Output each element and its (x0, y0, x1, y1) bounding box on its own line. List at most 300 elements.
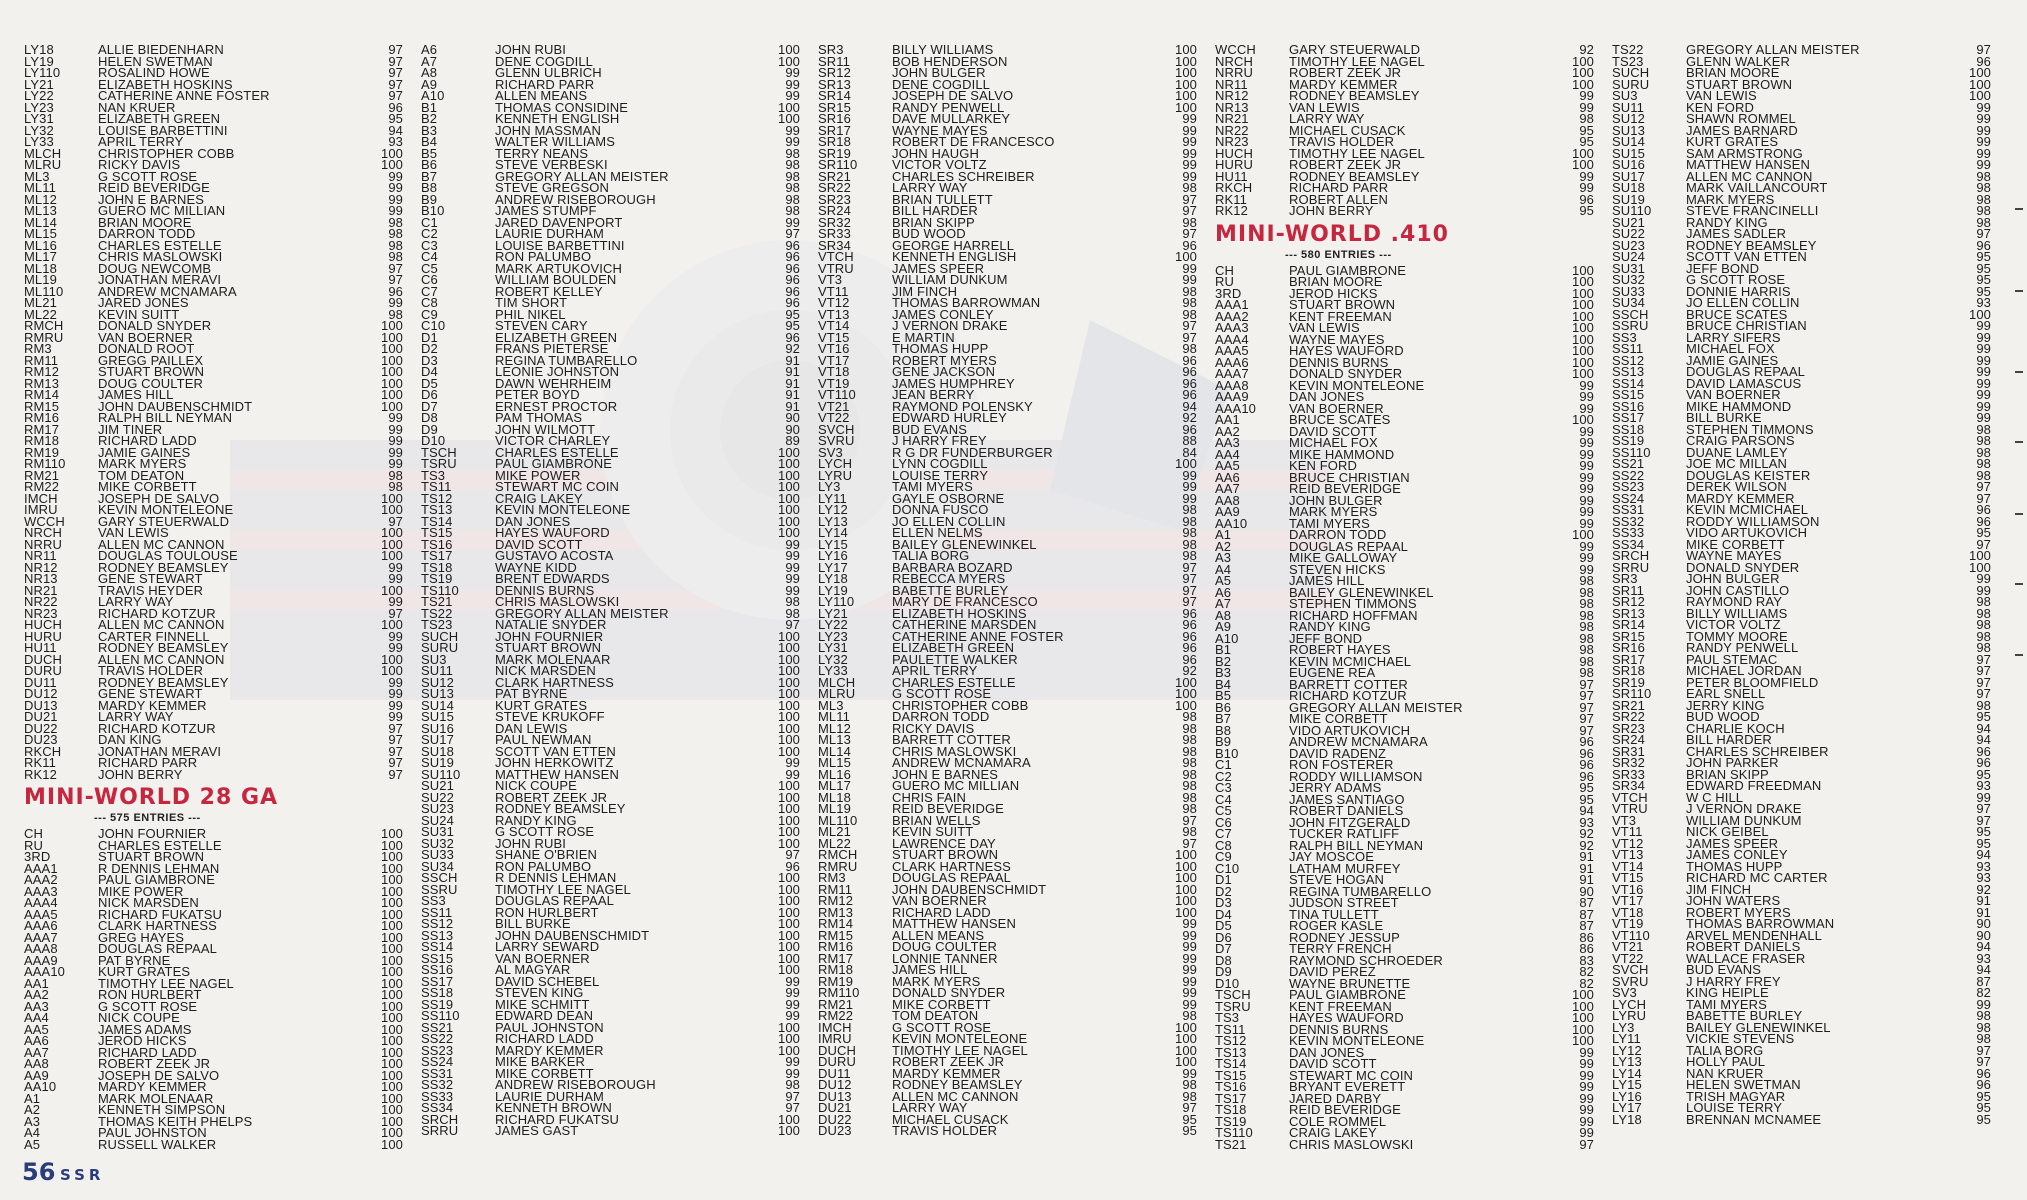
class-code: AAA5 (1215, 345, 1249, 357)
result-row (818, 1065, 1203, 1081)
class-code: D5 (1215, 920, 1232, 932)
result-row (818, 605, 1203, 621)
shooter-name: MARDY KEMMER (98, 699, 207, 711)
class-code: SU21 (421, 780, 454, 792)
shooter-name: HOLLY PAUL (1686, 1056, 1766, 1068)
score: 91 (1976, 904, 1991, 920)
shooter-name: NAN KRUER (98, 101, 176, 113)
result-row (421, 329, 806, 345)
score: 99 (1579, 389, 1594, 404)
class-code: C7 (1215, 828, 1232, 840)
result-row (1612, 182, 1997, 194)
shooter-name: RON FOSTERER (1289, 759, 1394, 771)
result-row (1215, 446, 1600, 462)
score: 100 (381, 352, 403, 368)
score: 97 (1976, 490, 1991, 506)
results-column (818, 44, 1203, 1154)
class-code: NRCH (24, 527, 62, 539)
class-code: TS17 (421, 550, 453, 562)
score: 100 (778, 870, 800, 885)
score: 99 (1579, 423, 1594, 439)
score: 97 (1976, 44, 1991, 57)
score: 100 (778, 697, 800, 713)
score: 100 (381, 502, 403, 517)
class-code: C8 (421, 297, 438, 309)
shooter-name: DAN JONES (1289, 1046, 1365, 1058)
shooter-name: BILL HARDER (892, 205, 978, 217)
score: 97 (388, 272, 403, 287)
shooter-name: PAUL STEMAC (1686, 653, 1778, 665)
result-row (24, 920, 409, 932)
score: 96 (1976, 513, 1991, 529)
result-row (818, 67, 1203, 79)
class-code: SS15 (421, 952, 454, 964)
class-code: VT14 (818, 320, 850, 332)
result-row (421, 665, 806, 677)
shooter-name: DOUGLAS REPAAL (495, 895, 614, 907)
score: 99 (1976, 122, 1991, 138)
score: 100 (1572, 320, 1594, 335)
result-row (24, 297, 409, 309)
score: 99 (1579, 561, 1594, 577)
class-code: RM19 (818, 975, 854, 987)
class-code: NRCH (1215, 55, 1253, 67)
shooter-name: CHARLES ESTELLE (495, 446, 619, 458)
result-row (24, 389, 409, 401)
result-row (421, 67, 806, 79)
result-row (1215, 989, 1600, 1001)
score: 98 (1976, 433, 1991, 448)
shooter-name: ALLEN MEANS (892, 929, 985, 941)
class-code: AA2 (24, 989, 49, 1001)
shooter-name: ALLEN MEANS (495, 90, 588, 102)
result-row (24, 1136, 409, 1152)
score: 100 (1572, 285, 1594, 301)
result-row (818, 642, 1203, 654)
score: 99 (1579, 88, 1594, 103)
result-row (1215, 423, 1600, 439)
score: 99 (1579, 458, 1594, 473)
margin-tick (2015, 371, 2023, 373)
class-code: SU32 (1612, 274, 1645, 286)
score: 97 (388, 53, 403, 69)
shooter-name: COLE ROMMEL (1289, 1115, 1387, 1127)
score: 100 (381, 536, 403, 552)
score: 97 (785, 1100, 800, 1115)
score: 94 (1976, 732, 1991, 747)
shooter-name: NICK MARSDEN (98, 897, 199, 909)
shooter-name: BRUCE SCATES (1289, 414, 1391, 426)
shooter-name: JARED DARBY (1289, 1092, 1382, 1104)
score: 98 (1182, 502, 1197, 517)
score: 99 (785, 973, 800, 989)
section-entries-count: --- 575 ENTRIES --- (94, 812, 201, 824)
class-code: SS18 (421, 987, 454, 999)
class-code: A3 (1215, 552, 1232, 564)
result-row (1215, 920, 1600, 932)
score: 97 (388, 260, 403, 276)
score: 93 (1976, 858, 1991, 874)
score: 99 (1579, 515, 1594, 531)
shooter-name: RICHARD PARR (98, 757, 198, 769)
class-code: AAA3 (1215, 322, 1249, 334)
result-row (1612, 467, 1997, 483)
result-row (24, 251, 409, 263)
result-row (1215, 67, 1600, 79)
score: 100 (1175, 893, 1197, 908)
shooter-name: ARVEL MENDENHALL (1686, 929, 1822, 941)
score: 99 (1182, 272, 1197, 287)
result-row (1612, 53, 1997, 69)
result-row (421, 513, 806, 529)
score: 98 (388, 249, 403, 264)
score: 99 (785, 755, 800, 770)
result-row (1612, 582, 1997, 598)
class-code: MLRU (24, 159, 62, 171)
class-code: LYRU (1612, 1010, 1647, 1022)
class-code: TS11 (1215, 1023, 1246, 1035)
class-code: SU32 (421, 837, 454, 849)
score: 88 (1182, 433, 1197, 448)
score: 96 (1579, 757, 1594, 772)
score: 95 (1579, 791, 1594, 807)
result-row (1215, 805, 1600, 817)
class-code: SURU (1612, 78, 1650, 90)
score: 99 (1976, 387, 1991, 402)
class-code: ML18 (24, 262, 57, 274)
score: 100 (1175, 674, 1197, 690)
shooter-name: WILLIAM BOULDEN (495, 274, 617, 286)
score: 100 (778, 525, 800, 540)
shooter-name: MIKE CORBETT (1686, 538, 1785, 550)
result-row (24, 628, 409, 644)
class-code: ML15 (818, 757, 851, 769)
result-row (24, 1035, 409, 1047)
result-row (24, 527, 409, 539)
class-code: DU21 (818, 1102, 852, 1114)
shooter-name: DONALD ROOT (98, 343, 195, 355)
shooter-name: STUART BROWN (892, 849, 999, 861)
score: 100 (778, 513, 800, 529)
result-row (1612, 674, 1997, 690)
class-code: AA1 (24, 977, 49, 989)
score: 96 (1976, 1077, 1991, 1092)
score: 100 (778, 502, 800, 517)
result-row (1612, 297, 1997, 309)
score: 97 (1976, 479, 1991, 494)
class-code: C5 (421, 262, 438, 274)
score: 91 (1976, 893, 1991, 908)
result-row (1612, 136, 1997, 148)
score: 98 (1579, 573, 1594, 588)
class-code: VT3 (818, 274, 843, 286)
result-row (818, 389, 1203, 401)
result-row (1612, 559, 1997, 575)
score: 98 (1976, 697, 1991, 713)
score: 94 (1976, 847, 1991, 862)
shooter-name: JOHN RUBI (495, 837, 566, 849)
shooter-name: DAVID RADENZ (1289, 747, 1387, 759)
score: 100 (1175, 44, 1197, 57)
result-row (1612, 435, 1997, 447)
result-row (421, 191, 806, 207)
score: 98 (1976, 1019, 1991, 1035)
score: 98 (1976, 456, 1991, 471)
shooter-name: KENNETH ENGLISH (495, 113, 620, 125)
score: 100 (1572, 331, 1594, 347)
shooter-name: AL MAGYAR (495, 964, 571, 976)
class-code: HU11 (24, 642, 57, 654)
score: 98 (1182, 1008, 1197, 1023)
result-row (24, 743, 409, 759)
class-code: SR18 (818, 136, 851, 148)
shooter-name: KEVIN MONTELEONE (1289, 379, 1425, 391)
result-row (421, 1042, 806, 1058)
class-code: LY19 (818, 584, 848, 596)
result-row (818, 504, 1203, 516)
class-code: RM13 (24, 377, 60, 389)
shooter-name: REGINA TUMBARELLO (495, 354, 638, 366)
result-row (421, 927, 806, 943)
result-row (421, 941, 806, 953)
shooter-name: ANDREW RISEBOROUGH (495, 1079, 656, 1091)
score: 99 (388, 571, 403, 586)
class-code: RM16 (818, 941, 854, 953)
class-code: RM21 (24, 469, 60, 481)
score: 100 (778, 812, 800, 828)
class-code: RK11 (24, 757, 56, 769)
result-row (1612, 458, 1997, 470)
score: 99 (1579, 1079, 1594, 1094)
result-row (24, 237, 409, 253)
result-row (818, 182, 1203, 194)
score: 99 (1579, 1102, 1594, 1117)
score: 98 (388, 479, 403, 494)
score: 96 (1182, 651, 1197, 667)
shooter-name: ROBERT DANIELS (1686, 941, 1801, 953)
result-row (1215, 998, 1600, 1014)
class-code: DU23 (24, 734, 58, 746)
score: 100 (778, 835, 800, 851)
shooter-name: JERRY ADAMS (1289, 782, 1382, 794)
class-code: RM3 (818, 872, 846, 884)
result-row (421, 651, 806, 667)
shooter-name: JOHN RUBI (495, 44, 566, 56)
score: 98 (1976, 1031, 1991, 1046)
result-row (421, 435, 806, 447)
score: 100 (778, 778, 800, 793)
result-row (818, 467, 1203, 483)
result-row (1215, 713, 1600, 725)
class-code: SS3 (421, 895, 446, 907)
result-row (24, 90, 409, 102)
class-code: SVCH (818, 423, 855, 435)
result-row (1612, 113, 1997, 125)
score: 98 (1976, 617, 1991, 632)
score: 100 (1969, 559, 1991, 575)
shooter-name: STEVE HOGAN (1289, 874, 1385, 886)
shooter-name: BILLY WILLIAMS (1686, 607, 1788, 619)
score: 97 (1182, 571, 1197, 586)
class-code: A2 (1215, 540, 1232, 552)
shooter-name: PETER BLOOMFIELD (1686, 676, 1819, 688)
class-code: HURU (1215, 159, 1253, 171)
class-code: AA9 (24, 1069, 49, 1081)
class-code: NRRU (1215, 67, 1253, 79)
shooter-name: BRIAN SKIPP (892, 216, 975, 228)
result-row (1215, 168, 1600, 184)
score: 97 (1579, 711, 1594, 726)
score: 96 (1579, 768, 1594, 784)
class-code: SSCH (421, 872, 458, 884)
class-code: SR18 (1612, 665, 1645, 677)
score: 91 (785, 375, 800, 391)
score: 100 (778, 651, 800, 667)
result-row (24, 504, 409, 516)
result-row (818, 191, 1203, 207)
class-code: D9 (1215, 966, 1232, 978)
shooter-name: BUD WOOD (892, 228, 966, 240)
score: 100 (778, 53, 800, 69)
class-code: TS110 (421, 584, 459, 596)
result-row (1612, 214, 1997, 230)
result-row (421, 168, 806, 184)
result-row (421, 205, 806, 217)
result-row (24, 642, 409, 654)
result-row (818, 145, 1203, 161)
score: 99 (1579, 377, 1594, 393)
class-code: ML12 (24, 193, 57, 205)
shooter-name: JOE MC MILLAN (1686, 458, 1787, 470)
score: 100 (1572, 1033, 1594, 1048)
result-row (421, 835, 806, 851)
class-code: RK12 (24, 768, 57, 780)
shooter-name: BUD WOOD (1686, 711, 1760, 723)
shooter-name: DAN KING (98, 734, 162, 746)
score: 100 (1175, 76, 1197, 92)
shooter-name: CLARK HARTNESS (98, 920, 217, 932)
score: 100 (1572, 308, 1594, 324)
class-code: C9 (1215, 851, 1232, 863)
class-code: A10 (421, 90, 445, 102)
score: 97 (1976, 1054, 1991, 1069)
score: 100 (381, 364, 403, 379)
result-row (24, 435, 409, 447)
shooter-name: VAN BOERNER (98, 331, 193, 343)
score: 100 (1969, 76, 1991, 92)
class-code: SR16 (818, 113, 851, 125)
class-code: SR11 (1612, 584, 1644, 596)
class-code: IMRU (24, 504, 58, 516)
result-row (1612, 881, 1997, 897)
class-code: A6 (421, 44, 438, 56)
class-code: SS33 (1612, 527, 1645, 539)
score: 95 (1182, 1123, 1197, 1138)
result-row (1215, 331, 1600, 347)
result-row (818, 260, 1203, 276)
class-code: LY16 (1612, 1090, 1642, 1102)
score: 99 (1579, 481, 1594, 496)
shooter-name: LONNIE TANNER (892, 952, 998, 964)
class-code: SR32 (818, 216, 851, 228)
score: 100 (1969, 88, 1991, 103)
score: 100 (381, 975, 403, 991)
shooter-name: G SCOTT ROSE (98, 170, 198, 182)
result-row (421, 628, 806, 644)
result-row (818, 481, 1203, 493)
shooter-name: SCOTT VAN ETTEN (1686, 251, 1807, 263)
result-row (818, 168, 1203, 184)
shooter-name: TERRY NEANS (495, 147, 589, 159)
result-row (1215, 308, 1600, 324)
score: 100 (778, 950, 800, 966)
shooter-name: PAUL GIAMBRONE (1289, 264, 1406, 276)
score: 99 (1976, 582, 1991, 598)
score: 100 (778, 44, 800, 57)
class-code: VT22 (818, 412, 850, 424)
shooter-name: REBECCA MYERS (892, 573, 1006, 585)
shooter-name: GARY STEUERWALD (1289, 44, 1421, 56)
class-code: DU11 (818, 1067, 851, 1079)
result-row (24, 1090, 409, 1106)
class-code: LY110 (24, 67, 61, 79)
result-row (24, 665, 409, 677)
class-code: SR22 (1612, 711, 1645, 723)
shooter-name: ELIZABETH HOSKINS (892, 607, 1027, 619)
score: 96 (388, 283, 403, 299)
shooter-name: RICHARD MC CARTER (1686, 872, 1828, 884)
result-row (818, 375, 1203, 391)
result-row (818, 251, 1203, 263)
class-code: C1 (1215, 759, 1232, 771)
score: 99 (388, 594, 403, 609)
shooter-name: GENE STEWART (98, 688, 203, 700)
shooter-name: STUART BROWN (1289, 299, 1396, 311)
score: 100 (381, 145, 403, 161)
result-row (1215, 1127, 1600, 1139)
class-code: SS32 (421, 1079, 454, 1091)
score: 100 (1572, 65, 1594, 80)
result-row (818, 941, 1203, 953)
class-code: B4 (421, 136, 438, 148)
class-code: TS19 (421, 573, 453, 585)
result-row (24, 490, 409, 506)
shooter-name: BRENT EDWARDS (495, 573, 610, 585)
result-row (1612, 895, 1997, 907)
shooter-name: MARDY KEMMER (1289, 78, 1398, 90)
class-code: AA3 (24, 1000, 49, 1012)
score: 100 (778, 111, 800, 126)
shooter-name: CATHERINE ANNE FOSTER (892, 630, 1064, 642)
class-code: AA6 (24, 1035, 49, 1047)
score: 99 (1579, 538, 1594, 554)
class-code: ML19 (24, 274, 57, 286)
score: 95 (1579, 122, 1594, 138)
score: 98 (1976, 444, 1991, 460)
class-code: VT11 (818, 285, 849, 297)
score: 100 (381, 1113, 403, 1129)
score: 100 (778, 732, 800, 747)
class-code: ML22 (818, 837, 851, 849)
score: 100 (778, 881, 800, 897)
score: 98 (1976, 168, 1991, 184)
score: 99 (388, 697, 403, 713)
shooter-name: RODDY WILLIAMSON (1289, 770, 1423, 782)
result-row (818, 789, 1203, 805)
shooter-name: LOUISE TERRY (1686, 1102, 1783, 1114)
class-code: VTRU (818, 262, 854, 274)
score: 99 (1182, 985, 1197, 1000)
